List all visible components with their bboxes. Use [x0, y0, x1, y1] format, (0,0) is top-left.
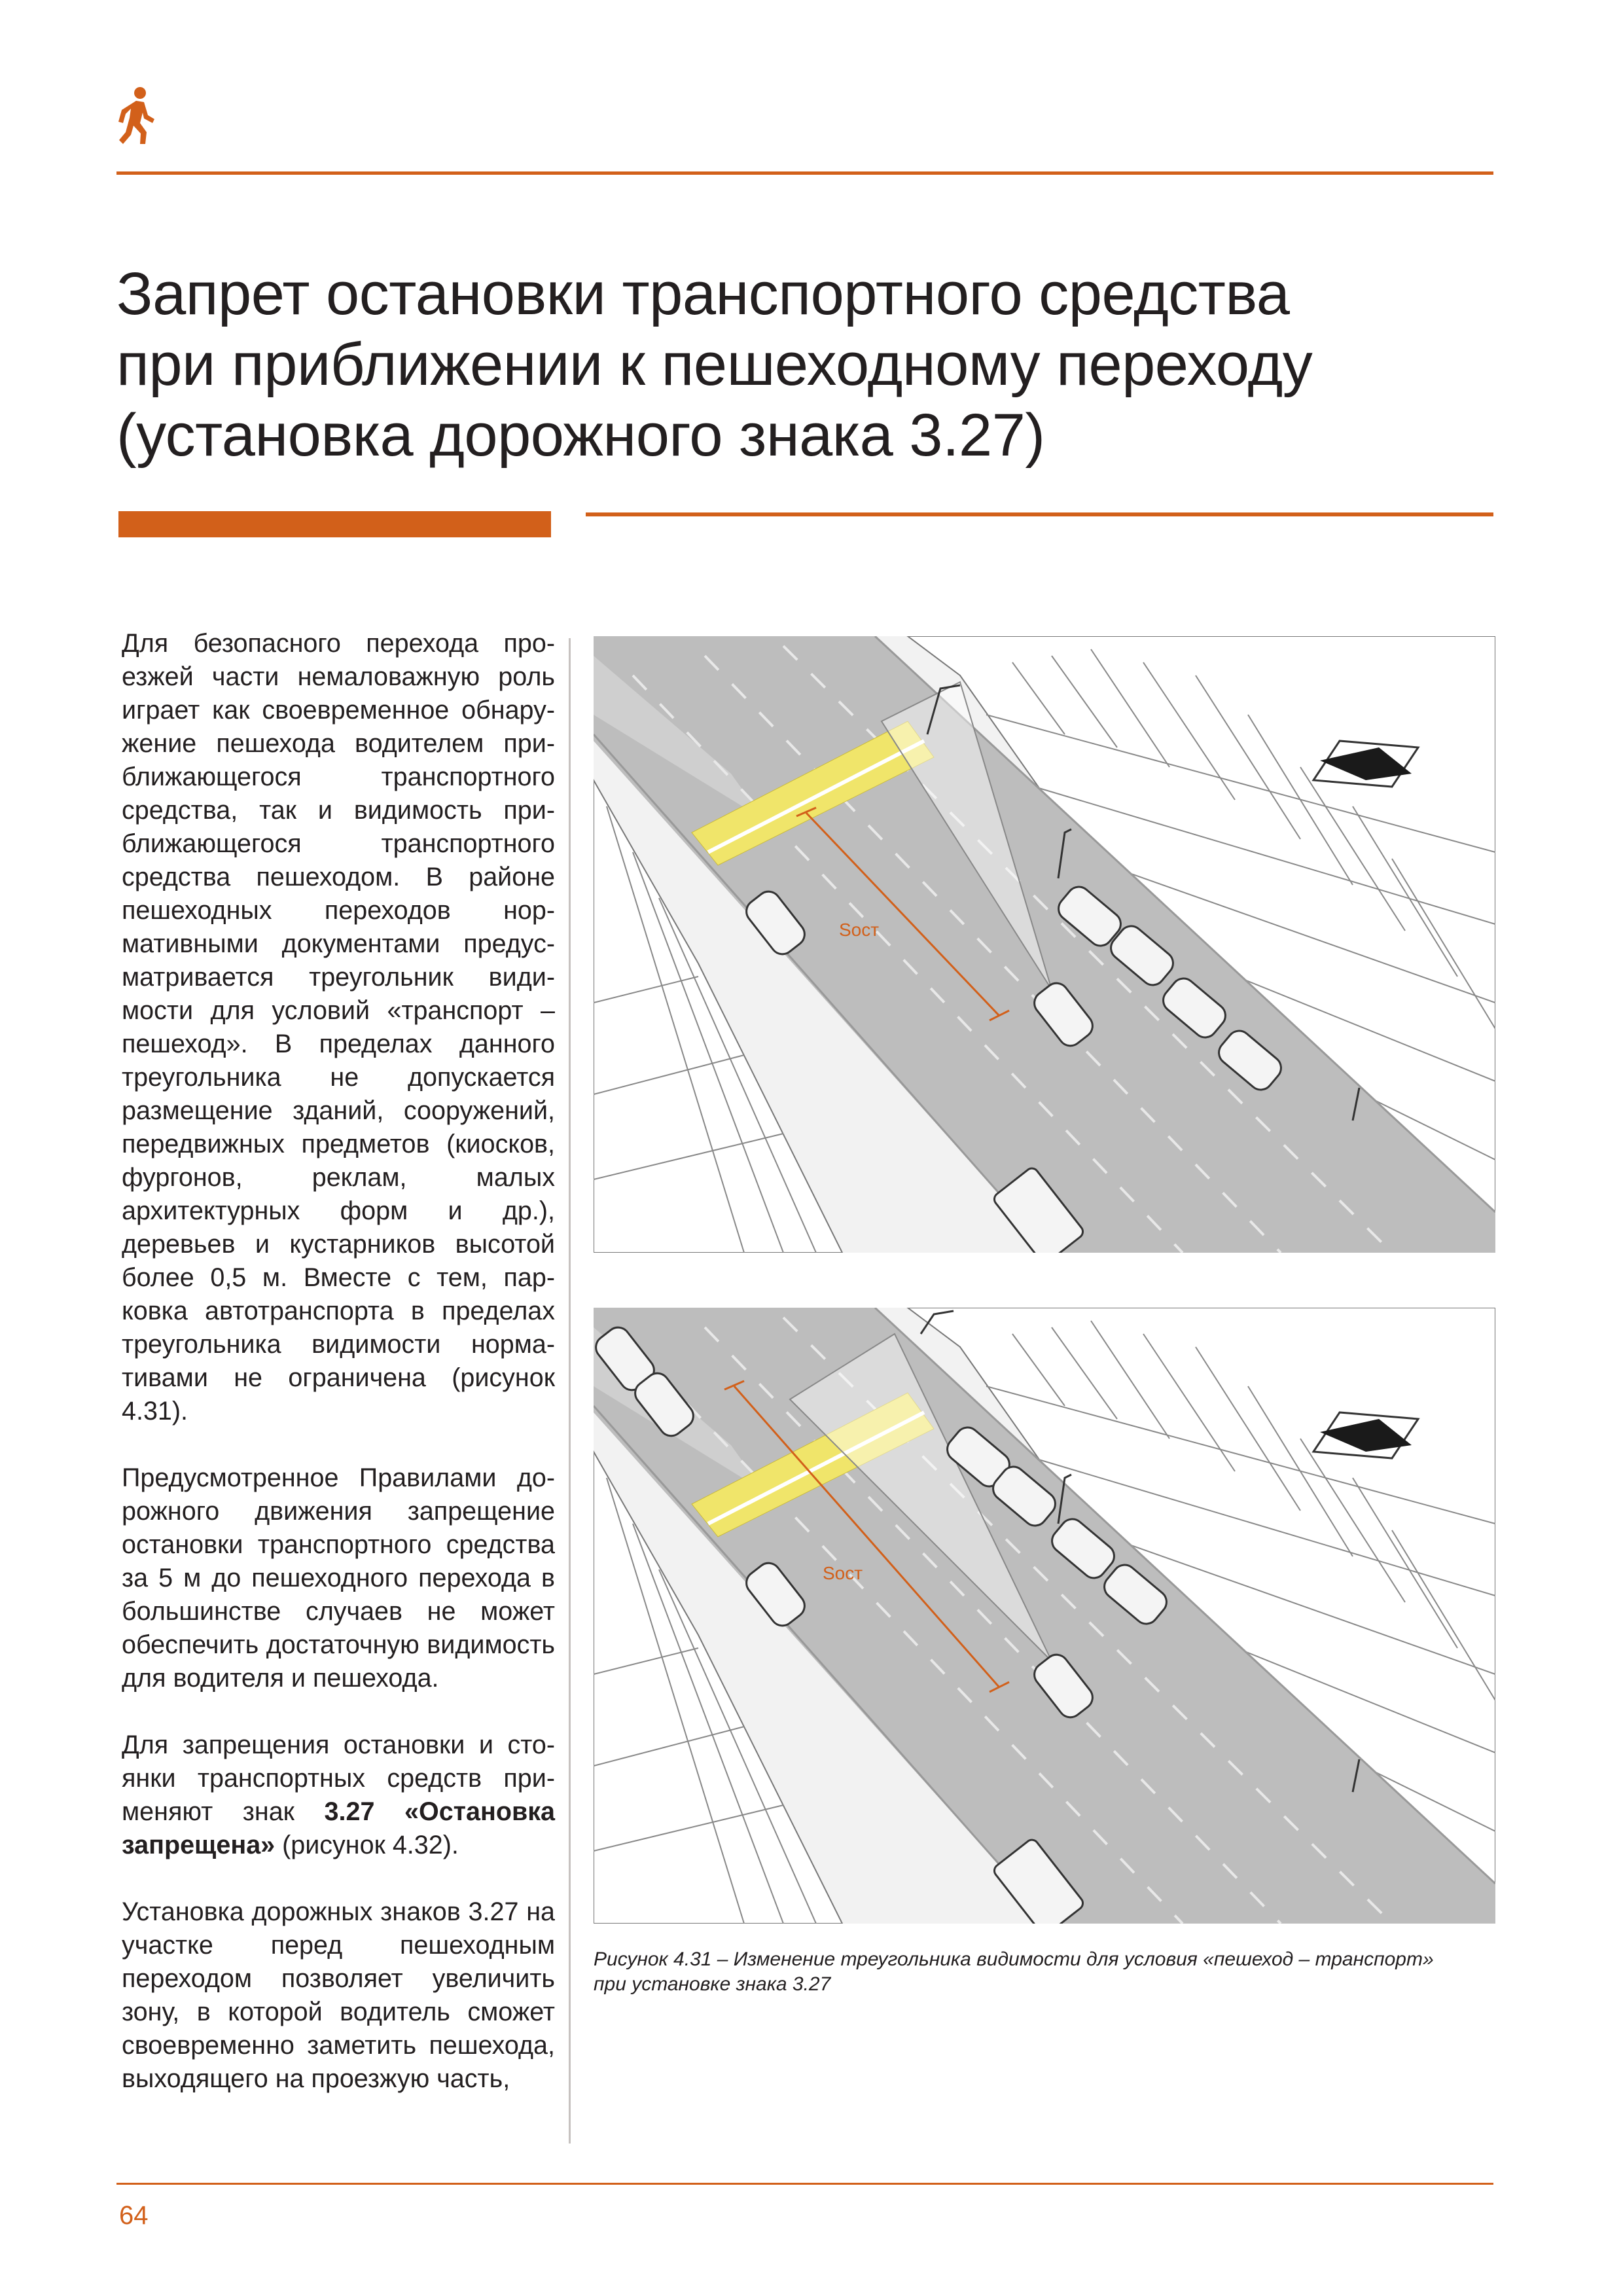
- title-line-3: (установка дорожного знака 3.27): [116, 402, 1045, 469]
- page-title: [116, 259, 1360, 471]
- caption-line-2: при установке знака 3.27: [594, 1973, 831, 1995]
- title-line-1: Запрет остановки транспортного средства: [116, 260, 1290, 327]
- sign-name: 3.27 «Остановка запрещена»: [122, 1797, 555, 1859]
- sost-label-2: Sост: [823, 1563, 863, 1583]
- paragraph-1: Для безопасного перехода проезжей части немаловажную роль играет как своевременное обнаружение пешехода водителем приближающегося транспортного средства, так и видимость приближающегося транспортного средства пешеходом. В районе пешеходных переходов нормативными документами предусматривается треугольник видимости для условий «транспорт – пешеход». В пределах данного треугольника не допускается размещение зданий, сооружений, передвижных предметов (киосков, фургонов, реклам, малых архитектурных форм и др.), деревьев и кустарников высотой более 0,5 м. Вместе с тем, парковка автотранспорта в пределах треугольника видимости нормативами не ограничена (рисунок 4.31).: [122, 629, 555, 1426]
- paragraph-2: Предусмотренное Правилами дорожного движения запрещение остановки транспортного средства за 5 м до пешеходного перехода в большинстве случаев не может обеспечить достаточную видимость для водителя и пешехода.: [122, 1463, 555, 1693]
- page-number: 64: [119, 2201, 149, 2230]
- caption-line-1: Рисунок 4.31 – Изменение треугольника видимости для условия «пешеход – транспорт»: [594, 1948, 1434, 1970]
- column-divider: [569, 638, 571, 2144]
- header-rule: [116, 171, 1493, 175]
- paragraph-3-ref: (рисунок 4.32).: [275, 1831, 459, 1859]
- figure-caption: [594, 1947, 1495, 1997]
- paragraph-3: [122, 1729, 555, 1862]
- figure-bottom-street-illustration: [594, 1308, 1495, 1924]
- sost-label-1: Sост: [839, 920, 880, 940]
- figure-top-street-illustration: [594, 636, 1495, 1253]
- body-text-column: [122, 627, 555, 2096]
- paragraph-4: Установка дорожных знаков 3.27 на участке перед пешеходным переходом позволяет увеличить зону, в которой водитель сможет своевременно заметить пешехода, выходящего на проезжую часть,: [122, 1897, 555, 2093]
- paragraph-3-text: Для запрещения остановки и стоянки транспортных средств применяют знак: [122, 1731, 555, 1826]
- footer-rule: [116, 2183, 1493, 2185]
- section-accent-bar: [118, 511, 551, 537]
- section-accent-rule: [586, 512, 1493, 516]
- title-line-2: при приближении к пешеходному переходу: [116, 331, 1313, 398]
- pedestrian-icon: [116, 86, 157, 145]
